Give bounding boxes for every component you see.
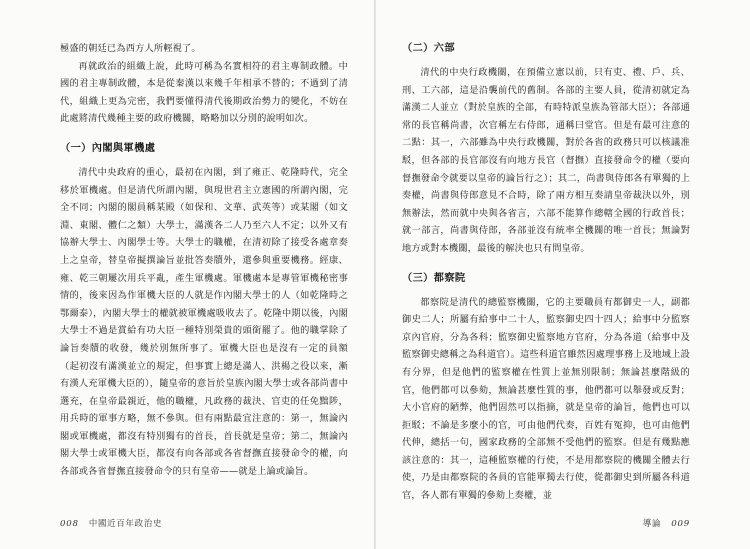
paragraph-cabinet: 清代中央政府的重心，最初在內閣，到了雍正、乾隆時代，完全移於軍機處。但是清代所謂內閣，與現世君主立憲國的所謂內閣，完全不同；內閣的閣員稱某殿（如保和、文華、武英等）或某閣（如文淵、東閣、體仁之類）大學士，滿漢各二人乃至六人不定；以外又有協辦大學士、內閣學士等。大學士的職權，在清初除了接受各處章奏上之皇帝，替皇帝擬撰論旨並批答奏牘外，還參與重要機務。經康、雍、乾三朝屢次用兵平亂，產生軍機處。軍機處本是專管軍機秘密事情的，後來因為作軍機大臣的人就是作內閣大學士的人（如乾隆時之鄂爾泰），內閣大學士的權就被軍機處吸收去了。乾隆中期以後，內閣大學士不過是賞給有功大臣一種特別榮貴的頭銜罷了。他的職掌除了論旨奏牘的收發，幾於別無所事了。軍機大臣也是沒有一定的員額（起初沒有滿漢並立的規定，但事實上總是滿人、洪楊之役以來，漸有漢人充軍機大臣的），隨皇帝的意旨於皇族內閣大學士或各部尚書中選充，在皇帝最親近，他的職權，凡政務的裁決、官吏的任免黜陟，用兵時的軍事方略，無不參與。但有兩點最宜注意的：第一，無論內閣或軍機處，都沒有特別獨有的首長，首長就是皇帝；第二，無論內閣大學士或軍機大臣，都沒有向各部或各省督撫直接發命令的權，向各部或各省督撫直接發命令的只有皇帝——就是上論或論旨。 [60, 166, 348, 478]
paragraph-censorate: 都察院是清代的總監察機關，它的主要職員有都御史一人，副都御史二人；所屬有給事中二十人，監察御史四十四人；給事中分監察京內官府，分為各科；監察御史監察地方官府，分為各道（給事中及監察御史總稱之為科道官）。這些科道官雖然因處理事務上及地域上設有分界，但是他們的監察權在性質上並無別限制；無論甚麼階級的官，他們都可以參劾，無論甚麼性質的事，他們都可以舉發或反對；大小官府的陋弊，他們固然可以指摘，就是皇帝的論旨，他們也可以拒駁；不論是多麼小的官，可由他們代奏，百姓有冤抑，也可由他們代伸，總括一句，國家政務的全部無不受他們的監察。但是有幾點應該注意的：其一，這種監察權的行使，不是用都察院的機關全體去行使，乃是由都察院的各員的官能單獨去行使，從都御史到所屬各科道官，各人都有單獨的參劾上奏權，並 [402, 296, 690, 502]
page-footer-left [60, 517, 162, 529]
page-footer-right [643, 517, 690, 529]
paragraph-six-ministries: 清代的中央行政機關，在預備立憲以前，只有吏、禮、戶、兵、刑、工六部，這是沿襲前代的舊制。各部的主要人員，從清初就定為滿漢二人並立（對於皇族的全部，有時特派皇族為管部大臣）；各部通常的長官稱尚書，次官稱左右侍郎，通稱曰堂官。但是有最可注意的二點：其一，六部雖為中央行政機關，對於各省的政務只可以核議准駁，但各部的長官部沒有向地方長官（督撫）直接發命令的權（要向督撫發命令就要以皇帝的論旨行之）；其二，尚書與侍郎各有單獨的上奏權，尚書與侍郎意見不合時，除了兩方相互奏請皇帝裁決以外，別無辦法，然而就中央與各省言，六部不能算作總轄全國的行政首長；就一部言，尚書與侍郎，各部並沒有統率全機關的唯一首長；無論對地方或對本機關，最後的解決也只有問皇帝。 [402, 67, 690, 254]
left-page [0, 0, 374, 549]
page-number: 008 [60, 519, 79, 529]
paragraph-continuation: 極盛的朝廷已為西方人所輕視了。 [60, 43, 201, 54]
section-heading-six-ministries: （二）六部 [402, 43, 455, 54]
page-number: 009 [671, 519, 690, 529]
section-heading-cabinet: （一）內閣與軍機處 [60, 142, 156, 154]
paragraph-political-organization: 再就政治的組織上說，此時可稱為名實相符的君主專制政體。中國的君主專制政體，本是從秦漢以來幾千年相承不替的；不過到了清代，組織上更為完密，我們要懂得清代後期政治勢力的變化，不妨在此處將清代幾種主要的政府機關，略略加以分別的說明如次。 [60, 60, 348, 125]
section-heading-censorate: （三）都察院 [402, 272, 466, 284]
running-title: 中國近百年政治史 [88, 518, 163, 528]
running-title: 導論 [642, 518, 662, 528]
right-page [376, 0, 750, 549]
